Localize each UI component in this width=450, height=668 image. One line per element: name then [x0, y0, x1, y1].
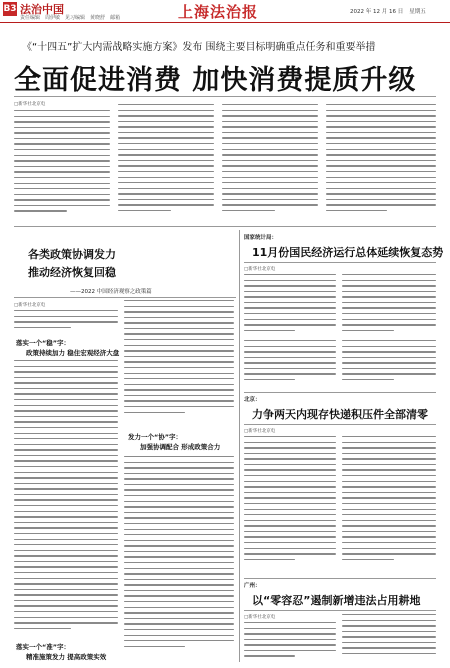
divider	[244, 578, 436, 579]
lead-byline: □新华社北京电	[14, 102, 46, 107]
policy-title-line1: 各类政策协调发力	[28, 248, 116, 261]
divider	[244, 262, 436, 263]
express-kicker: 北京：	[244, 397, 261, 403]
section-badge: B3	[3, 4, 17, 14]
lead-subhead: 《“十四五”扩大内需战略实施方案》发布 围绕主要目标明确重点任务和重要举措	[22, 42, 376, 53]
stats-kicker: 国家统计局：	[244, 235, 278, 241]
stats-col-1	[244, 274, 336, 340]
lead-text-col-4	[326, 104, 436, 222]
land-col-2	[342, 614, 436, 666]
express-byline: □新华社北京电	[244, 429, 276, 434]
policy-subtitle: ——2022 中国经济观察之政策篇	[70, 289, 152, 295]
express-title: 力争两天内现存快递积压件全部清零	[252, 408, 428, 421]
stats-col-1b	[244, 340, 336, 392]
lead-headline: 全面促进消费 加快消费提质升级	[14, 65, 417, 96]
land-kicker: 广州：	[244, 583, 261, 589]
divider	[14, 96, 436, 97]
stats-title: 11月份国民经济运行总体延续恢复态势	[252, 246, 444, 259]
weekday-text: 星期五	[409, 9, 426, 15]
policy-col1-body	[14, 360, 118, 640]
policy-section-two: 落实一个“准”字：	[16, 643, 71, 651]
policy-section-two-sub: 精准施策发力 提高政策实效	[26, 653, 107, 661]
masthead-logo: 上海法治报	[178, 3, 259, 21]
date-text: 2022 年 12 月 16 日	[350, 9, 404, 15]
policy-col2-body	[124, 456, 234, 662]
lead-text-col-1	[14, 110, 110, 222]
land-col-1	[244, 622, 336, 666]
lead-text-col-2	[118, 104, 214, 222]
nav-item: 黄晓舒	[90, 15, 106, 21]
divider	[14, 226, 436, 227]
nav-item: 责任编辑	[20, 15, 41, 21]
express-col-1	[244, 436, 336, 576]
policy-section-one-sub: 政策持续加力 稳住宏观经济大盘	[26, 349, 120, 357]
section-name: 法治中国	[20, 3, 64, 16]
issue-date	[350, 7, 426, 15]
divider	[244, 424, 436, 425]
divider	[244, 392, 436, 393]
land-byline: □新华社北京电	[244, 615, 276, 620]
nav-item: 见习编辑	[65, 15, 86, 21]
column-divider	[239, 230, 240, 662]
policy-byline: □新华社北京电	[14, 303, 46, 308]
policy-title-line2: 推动经济恢复回稳	[28, 266, 116, 279]
stats-byline: □新华社北京电	[244, 267, 276, 272]
policy-section-three-sub: 加强协调配合 形成政策合力	[140, 443, 221, 451]
editor-nav	[20, 14, 120, 21]
express-col-2	[342, 436, 436, 576]
stats-col-2	[342, 274, 436, 340]
policy-col2-top	[124, 300, 234, 426]
divider	[244, 610, 436, 611]
stats-col-2b	[342, 340, 436, 392]
policy-col1-intro	[14, 310, 118, 334]
land-title: 以“零容忍”遏制新增违法占用耕地	[252, 594, 421, 607]
lead-text-col-3	[222, 104, 318, 222]
policy-section-one: 落实一个“稳”字：	[16, 339, 71, 347]
divider	[14, 297, 236, 298]
nav-item: 周伊敏	[45, 15, 61, 21]
nav-item: 邮箱	[110, 15, 121, 21]
policy-section-three: 发力一个“协”字：	[128, 433, 183, 441]
